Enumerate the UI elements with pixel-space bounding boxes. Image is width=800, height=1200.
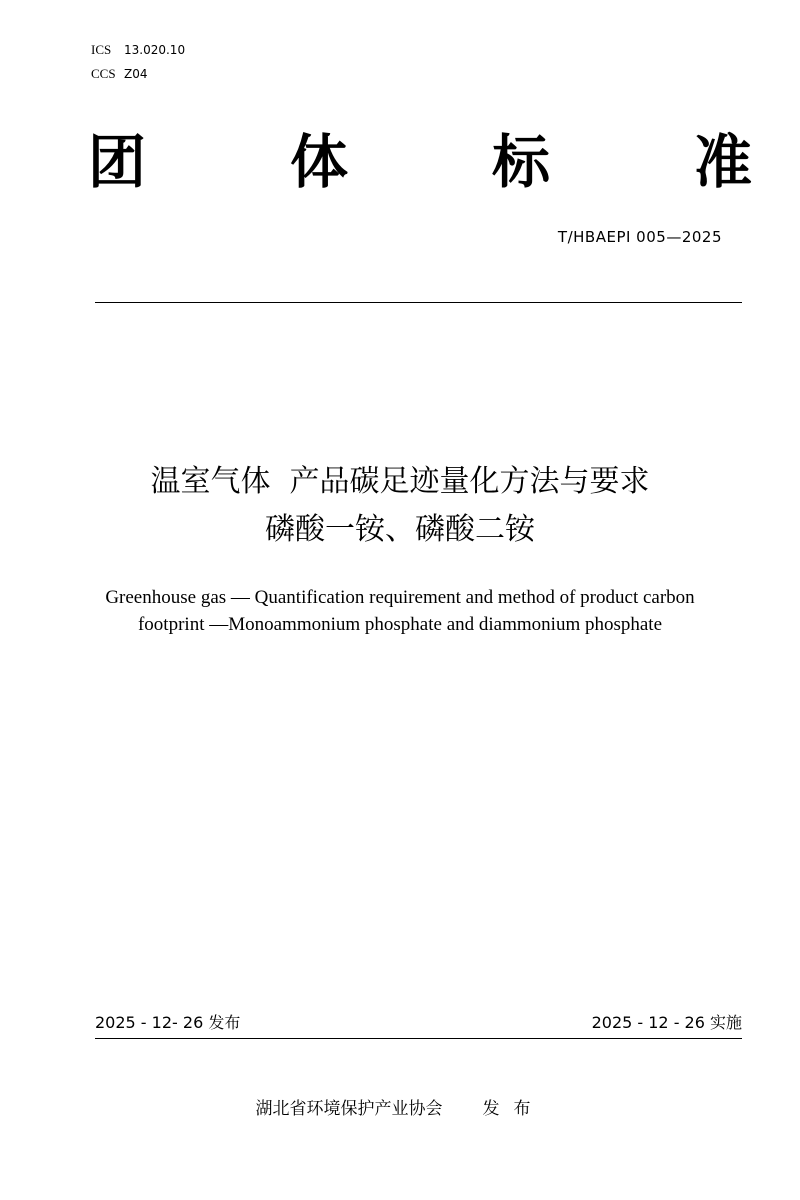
issue-date: 2025 - 12- 26 发布: [95, 1013, 241, 1032]
english-title-line-1: Greenhouse gas — Quantification requirement and method of product carbon: [105, 587, 695, 608]
ccs-label: CCS: [91, 66, 116, 81]
chinese-title-line-1: 温室气体 产品碳足迹量化方法与要求: [150, 464, 650, 499]
standard-type-heading: [88, 122, 752, 202]
standard-type-char-4: 准: [693, 128, 752, 196]
english-title: [0, 584, 800, 638]
chinese-title: [0, 458, 800, 554]
ics-value: 13.020.10: [124, 43, 186, 57]
chinese-title-line-2: 磷酸一铵、磷酸二铵: [265, 512, 535, 547]
classification-codes: [91, 38, 185, 86]
standard-type-char-1: 团: [88, 128, 147, 196]
ics-label: ICS: [91, 42, 112, 57]
standard-type-char-3: 标: [491, 128, 550, 196]
ccs-value: Z04: [124, 67, 148, 81]
bottom-divider: [95, 1038, 742, 1039]
publisher-name: 湖北省环境保护产业协会: [255, 1099, 443, 1119]
ics-row: [91, 38, 185, 62]
top-divider: [95, 302, 742, 303]
standard-type-char-2: 体: [289, 128, 348, 196]
standard-number: T/HBAEPI 005—2025: [557, 228, 722, 246]
english-title-line-2: footprint —Monoammonium phosphate and diammonium phosphate: [137, 614, 663, 635]
dates-row: [95, 1012, 742, 1034]
implementation-date: 2025 - 12 - 26 实施: [591, 1013, 742, 1032]
ccs-row: [91, 62, 185, 86]
publisher-line: [0, 1096, 800, 1122]
publisher-action: 发布: [482, 1099, 545, 1119]
